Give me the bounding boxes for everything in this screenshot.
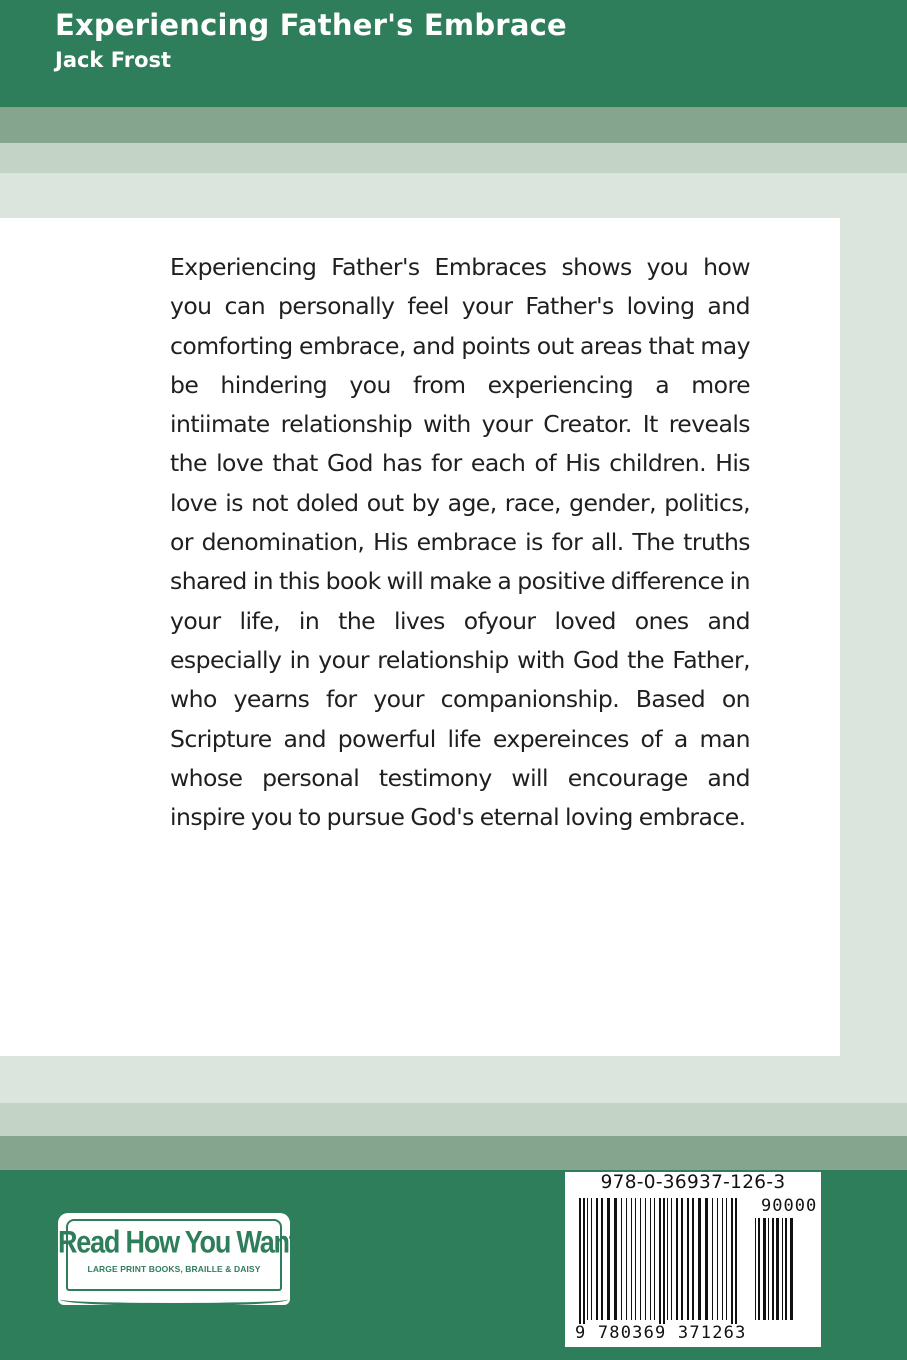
barcode-bar [722, 1198, 723, 1320]
barcode-bar [755, 1218, 756, 1320]
barcode-bar [717, 1198, 718, 1320]
barcode-digits: 9 780369 371263 [575, 1323, 747, 1343]
barcode-bar [726, 1198, 727, 1320]
barcode-bar [614, 1198, 617, 1320]
barcode-bar [654, 1198, 655, 1320]
barcode-bar [772, 1218, 774, 1320]
barcode-bar [785, 1218, 787, 1320]
barcode-bar [663, 1198, 665, 1324]
barcode-bar [601, 1198, 603, 1320]
book-base-curve [60, 1293, 288, 1306]
footer-stripe-light [0, 1103, 907, 1136]
barcode-bar [763, 1218, 766, 1320]
barcode-bar [640, 1198, 641, 1320]
barcode-bar [645, 1198, 646, 1320]
book-title: Experiencing Father's Embrace [55, 8, 567, 42]
book-author: Jack Frost [55, 48, 172, 72]
barcode-bar [705, 1198, 708, 1320]
barcode [565, 1172, 821, 1347]
barcode-bar [768, 1218, 769, 1320]
publisher-wordmark: Read How You Want [58, 1224, 297, 1260]
footer-stripe [0, 1136, 907, 1170]
header-stripe-light [0, 143, 907, 173]
barcode-bar [596, 1198, 598, 1320]
barcode-bar [782, 1218, 783, 1320]
publisher-tagline: LARGE PRINT BOOKS, BRAILLE & DAISY [87, 1264, 261, 1274]
barcode-bar [758, 1218, 760, 1320]
barcode-bar [626, 1198, 627, 1320]
barcode-bar [591, 1198, 592, 1320]
barcode-bar [659, 1198, 661, 1324]
barcode-bar [698, 1198, 701, 1320]
barcode-bar [587, 1198, 588, 1320]
barcode-bar [676, 1198, 678, 1320]
barcode-bar [671, 1198, 672, 1320]
barcode-bar [607, 1198, 610, 1320]
barcode-bar [712, 1198, 713, 1320]
barcode-bar [579, 1198, 581, 1324]
header-stripe [0, 107, 907, 143]
header-band [0, 0, 907, 107]
publisher-logo [58, 1213, 297, 1305]
blurb-text: Experiencing Father's Embraces shows you how you can personally feel your Father's loving and comforting embrace, and points out areas that may be hindering you from experiencing a more intiimate relationship with your Creator. It reveals the love that God has for each of His children. His love is not doled out by age, race, gender, politics, or denomination, His embrace is for all. The truths shared in this book will make a positive difference in your life, in the lives ofyour loved ones and especially in your relationship with God the Father, who yearns for your companionship. Based on Scripture and powerful life expereinces of a man whose personal testimony will encourage and inspire you to pursue God's eternal loving embrace. [170, 253, 750, 832]
barcode-bar [583, 1198, 585, 1324]
barcode-bar [692, 1198, 694, 1320]
barcode-bar [681, 1198, 683, 1320]
price-code: 90000 [761, 1196, 818, 1216]
barcode-bar [776, 1218, 779, 1320]
barcode-bar [731, 1198, 733, 1324]
barcode-bar [650, 1198, 651, 1320]
barcode-bar [631, 1198, 632, 1320]
barcode-bar [735, 1198, 737, 1324]
barcode-bar [667, 1198, 668, 1320]
barcode-bar [621, 1198, 622, 1320]
isbn-number: 978-0-36937-126-3 [600, 1172, 786, 1193]
barcode-bar [790, 1218, 793, 1320]
barcode-bar [687, 1198, 689, 1320]
barcode-bar [635, 1198, 636, 1320]
